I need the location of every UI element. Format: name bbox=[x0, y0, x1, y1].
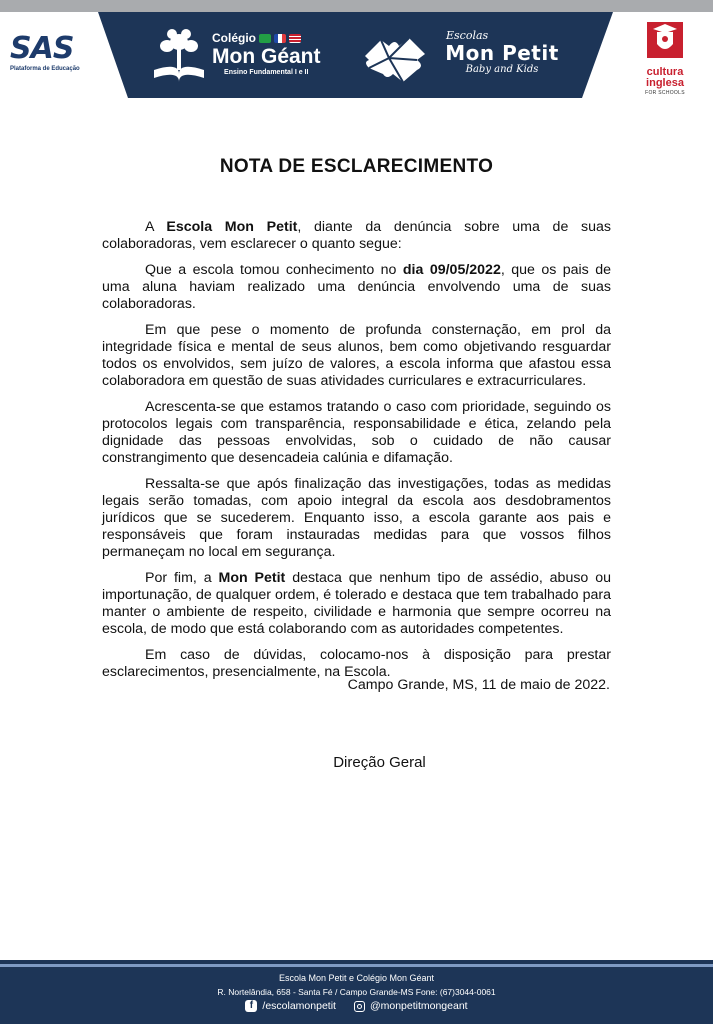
paragraph-2: Que a escola tomou conhecimento no dia 09/05/2022, que os pais de uma aluna haviam realizado uma denúncia envolvendo uma de suas colaboradoras. bbox=[102, 262, 611, 312]
footer bbox=[0, 960, 713, 1024]
paragraph-3: Em que pese o momento de profunda consternação, em prol da integridade física e mental de seus alunos, bem como objetivando resguardar todos os envolvidos, sem juízo de valores, a escola informa que afastou essa colaboradora em questão de suas atividades curriculares e extracurriculares. bbox=[102, 322, 611, 389]
paragraph-1: A Escola Mon Petit, diante da denúncia sobre uma de suas colaboradoras, vem esclarecer o quanto segue: bbox=[102, 219, 611, 252]
sas-logo-subtitle: Plataforma de Educação bbox=[10, 66, 80, 72]
france-flag-icon bbox=[274, 34, 286, 43]
usa-flag-icon bbox=[289, 34, 301, 43]
top-gray-strip bbox=[0, 0, 713, 12]
signature: Direção Geral bbox=[333, 754, 426, 771]
instagram-handle: @monpetitmongeant bbox=[369, 1000, 468, 1012]
for-schools-label: FOR SCHOOLS bbox=[645, 90, 685, 96]
colegio-name: Mon Géant bbox=[212, 45, 321, 68]
paragraph-6: Por fim, a Mon Petit destaca que nenhum tipo de assédio, abuso ou importunação, de qualquer ordem, é tolerado e destaca que tem trabalhado para manter o ambiente de respeito, civilidade e harmonia que sempre ocorreu na escola, de modo que está colaborando com as autoridades competentes. bbox=[102, 570, 611, 637]
date-bold: dia 09/05/2022 bbox=[402, 262, 501, 278]
inglesa-label: inglesa bbox=[646, 77, 684, 89]
brazil-flag-icon bbox=[259, 34, 271, 43]
graduation-shield-icon bbox=[645, 20, 685, 60]
book-tree-icon bbox=[148, 24, 210, 86]
colegio-mon-geant-logo bbox=[212, 31, 321, 76]
colegio-subtitle: Ensino Fundamental I e II bbox=[224, 69, 309, 76]
colegio-label: Colégio bbox=[212, 31, 256, 45]
paragraph-4: Acrescenta-se que estamos tratando o caso com prioridade, seguindo os protocolos legais com transparência, responsabilidade e ética, zelando pela dignidade das pessoas envolvidas, sob o cuidado de não causar constrangimento que desencadeia calúnia e difamação. bbox=[102, 399, 611, 466]
escolas-mon-petit-logo bbox=[442, 29, 562, 75]
footer-school-names: Escola Mon Petit e Colégio Mon Géant bbox=[278, 973, 435, 983]
paragraph-5: Ressalta-se que após finalização das investigações, todas as medidas legais serão tomadas, com apoio integral da escola aos desdobramentos jurídicos que se sucederem. Enquanto isso, a escola garante aos pais e responsáveis que foram instauradas medidas para que vossos filhos permaneçam no local em segurança. bbox=[102, 476, 611, 560]
footer-address-phone: R. Nortelândia, 658 - Santa Fé / Campo Grande-MS Fone: (67)3044-0061 bbox=[217, 987, 496, 997]
footer-accent-line bbox=[0, 964, 713, 967]
mon-petit-name: Mon Petit bbox=[445, 41, 559, 65]
mon-petit-subtitle: Baby and Kids bbox=[465, 64, 539, 75]
letterhead bbox=[0, 12, 713, 98]
school-name-bold: Escola Mon Petit bbox=[166, 219, 298, 235]
escolas-label: Escolas bbox=[446, 29, 489, 42]
letter-body bbox=[102, 219, 611, 690]
instagram-icon bbox=[354, 1001, 365, 1012]
mon-petit-bold: Mon Petit bbox=[218, 570, 286, 586]
facebook-link[interactable] bbox=[245, 1000, 336, 1012]
cultura-label: cultura bbox=[646, 66, 684, 78]
sas-logo-name: SAS bbox=[10, 31, 74, 66]
footer-social bbox=[0, 1000, 713, 1012]
cultura-inglesa-logo bbox=[636, 20, 694, 96]
facebook-icon: f bbox=[245, 1000, 257, 1012]
paragraph-7: Em caso de dúvidas, colocamo-nos à disposição para prestar esclarecimentos, presencialmente, na Escola. bbox=[102, 647, 611, 680]
instagram-link[interactable] bbox=[354, 1000, 468, 1012]
puzzle-icon bbox=[355, 28, 435, 86]
document-title: NOTA DE ESCLARECIMENTO bbox=[219, 156, 494, 177]
facebook-handle: /escolamonpetit bbox=[262, 1000, 336, 1012]
sas-logo bbox=[10, 31, 90, 72]
place-and-date: Campo Grande, MS, 11 de maio de 2022. bbox=[347, 677, 610, 693]
